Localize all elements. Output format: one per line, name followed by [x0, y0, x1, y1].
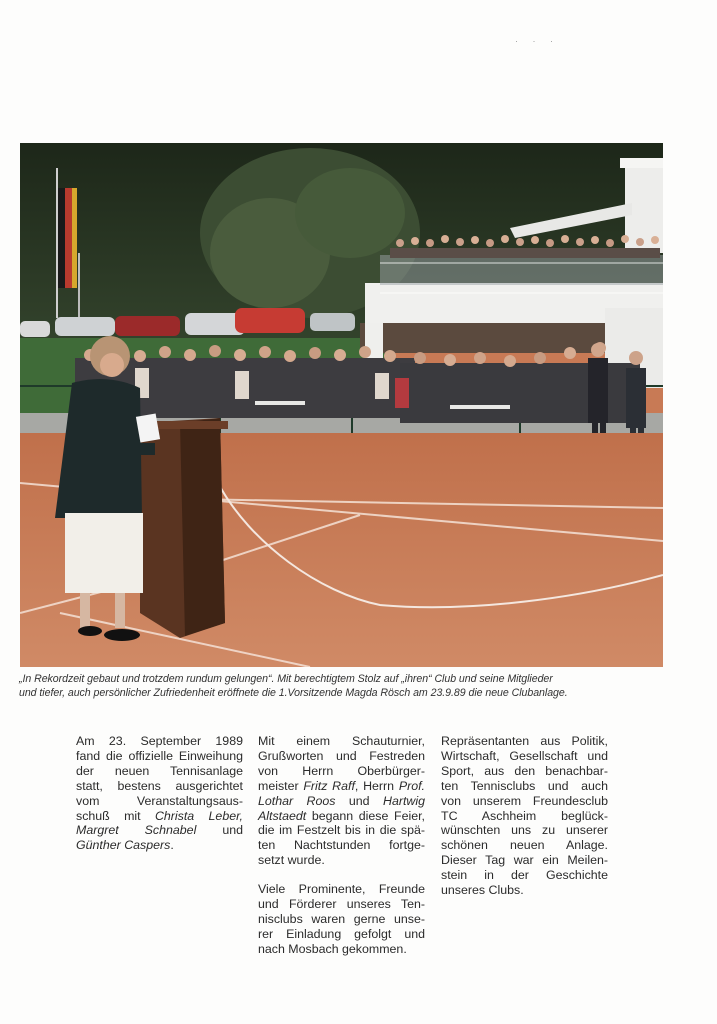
text-run: und — [196, 823, 243, 838]
text-line: Mit einem Schauturnier, — [258, 734, 425, 748]
text-run: , Herrn — [354, 778, 399, 793]
text-column-2 — [258, 734, 425, 971]
text-run: und — [335, 793, 383, 808]
text-line: schönen neuen Anlage. — [441, 838, 608, 853]
text-line: setzt wurde. — [258, 853, 325, 868]
text-line: TC Aschheim beglück- — [441, 808, 608, 823]
text-line — [258, 779, 425, 794]
person-name: Hartwig — [383, 793, 425, 808]
text-line: Wirtschaft, Gesellschaft und — [441, 748, 608, 763]
caption-line-1: „In Rekordzeit gebaut und trotzdem rundum gelungen“. Mit berechtigtem Stolz auf „ihren“ Club und seine Mitglieder — [19, 673, 553, 685]
photo-ceremony-icon — [20, 143, 663, 667]
text-line: ten Nachtstunden fortge- — [258, 838, 425, 853]
paragraph-opening — [76, 734, 243, 853]
text-column-3 — [441, 734, 608, 912]
text-line: Viele Prominente, Freunde — [258, 882, 425, 897]
text-line: Am 23. September 1989 — [76, 734, 243, 748]
text-run: meister — [258, 778, 304, 793]
paragraph-representatives — [441, 734, 608, 898]
text-line: ten Tennisclubs und auch — [441, 778, 608, 793]
text-line: unseres Clubs. — [441, 883, 524, 898]
text-run: . — [170, 838, 174, 853]
caption-line-2: und tiefer, auch persönlicher Zufriedenheit eröffnete die 1.Vorsitzende Magda Rösch am 23.9.89 die neue Clubanlage. — [19, 686, 568, 699]
person-name: Christa Leber, — [154, 808, 243, 823]
text-line — [76, 838, 243, 853]
text-line: die im Festzelt bis in die spä- — [258, 823, 425, 838]
text-line — [76, 823, 243, 838]
text-line: Sport, aus den benachbar- — [441, 763, 608, 778]
text-line: von unserem Freundesclub — [441, 793, 608, 808]
scan-specks: · · · — [515, 36, 559, 46]
person-name: Margret Schnabel — [76, 823, 197, 838]
text-line: fand die offizielle Einweihung — [76, 748, 243, 763]
person-name: Altstaedt — [258, 808, 307, 823]
person-name: Lothar Roos — [258, 793, 336, 808]
paragraph-guests — [258, 882, 425, 957]
person-name: Prof. — [398, 778, 425, 793]
text-line: nisclubs waren gerne unse- — [258, 911, 425, 926]
text-line — [258, 794, 425, 809]
photo-caption — [19, 673, 665, 700]
text-run: schuß mit — [76, 808, 155, 823]
text-line — [76, 809, 243, 824]
text-line: nach Mosbach gekommen. — [258, 941, 407, 956]
text-line: wünschten uns zu unserer — [441, 823, 608, 838]
person-name: Fritz Raff — [303, 778, 355, 793]
text-column-1 — [76, 734, 243, 867]
text-line: Grußworten und Festreden — [258, 748, 425, 763]
text-line: der neuen Tennisanlage — [76, 763, 243, 778]
paragraph-ceremony — [258, 734, 425, 868]
person-name: Günther Caspers — [76, 838, 171, 853]
ceremony-photo — [20, 143, 663, 667]
text-line: stein in der Geschichte — [441, 868, 608, 883]
text-line: von Herrn Oberbürger- — [258, 763, 425, 778]
text-line: Repräsentanten aus Politik, — [441, 734, 608, 748]
text-line: rer Einladung gefolgt und — [258, 926, 425, 941]
text-line — [258, 809, 425, 824]
text-line: Dieser Tag war ein Meilen- — [441, 853, 608, 868]
text-line: statt, bestens ausgerichtet — [76, 778, 243, 793]
text-line: vom Veranstaltungsaus- — [76, 793, 243, 808]
text-line: und Förderer unseres Ten- — [258, 897, 425, 912]
text-run: begann diese Feier, — [306, 808, 425, 823]
